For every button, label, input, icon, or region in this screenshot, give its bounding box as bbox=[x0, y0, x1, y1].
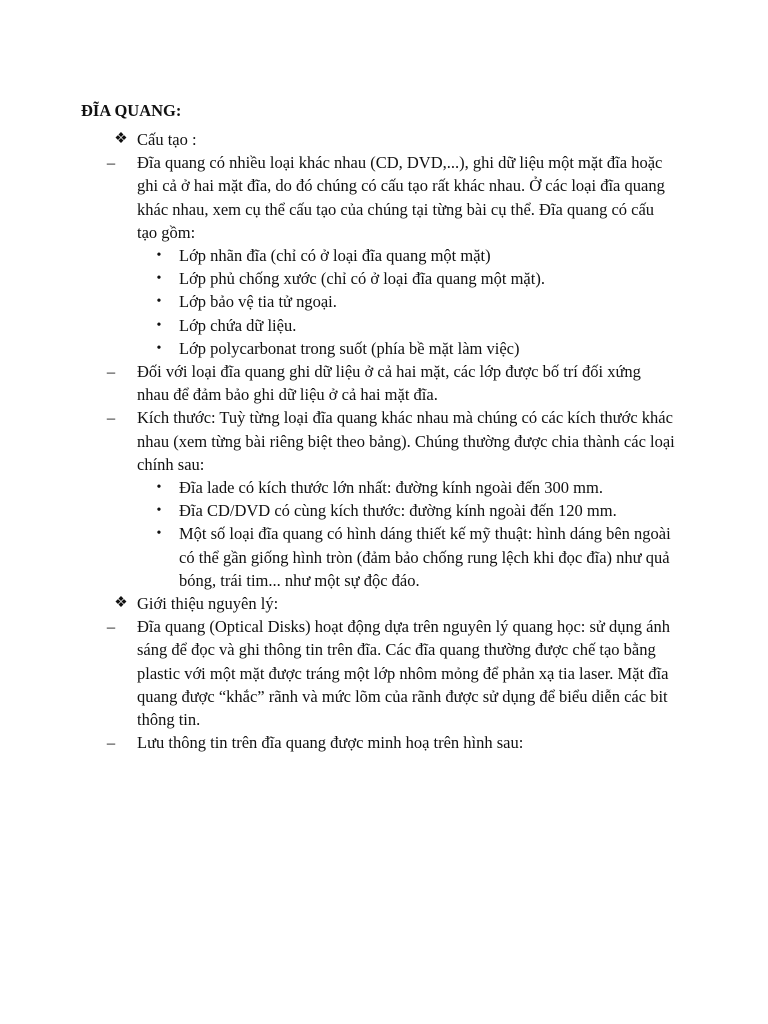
diamond-bullet-icon: ❖ bbox=[114, 595, 128, 612]
bullet-icon: • bbox=[156, 526, 162, 542]
paragraph-illustration-note bbox=[0, 731, 677, 754]
document-body bbox=[0, 128, 768, 754]
dash-marker: – bbox=[106, 408, 116, 428]
list-item-layer bbox=[0, 290, 679, 313]
list-item-layer bbox=[0, 267, 679, 290]
list-item-text: Một số loại đĩa quang có hình dáng thiết kế mỹ thuật: hình dáng bên ngoài có thể gần giống hình tròn (đảm bảo chống rung lệch khi đọc đĩa) như quả bóng, trái tim... như một sự độc đáo. bbox=[179, 524, 671, 590]
bullet-icon: • bbox=[156, 503, 162, 519]
list-item-layer bbox=[0, 244, 679, 267]
bullet-icon: • bbox=[156, 248, 162, 263]
list-item-text: Lớp phủ chống xước (chỉ có ở loại đĩa quang một mặt). bbox=[179, 269, 545, 289]
paragraph-text: Đĩa quang (Optical Disks) hoạt động dựa trên nguyên lý quang học: sử dụng ánh sáng để đọc và ghi thông tin trên đĩa. Các đĩa quang thường được chế tạo bằng plastic với một mặt được tráng một lớp nhôm mỏng để phản xạ tia laser. Mặt đĩa quang được “khắc” rãnh và mức lõm của rãnh được sử dụng để biểu diễn các bit thông tin. bbox=[137, 617, 670, 730]
paragraph-text: Đối với loại đĩa quang ghi dữ liệu ở cả hai mặt, các lớp được bố trí đối xứng nhau để đảm bảo ghi dữ liệu ở cả hai mặt đĩa. bbox=[137, 362, 641, 405]
list-item-text: Lớp bảo vệ tia tử ngoại. bbox=[179, 292, 337, 312]
paragraph-text: Kích thước: Tuỳ từng loại đĩa quang khác nhau mà chúng có các kích thước khác nhau (xem từng bài riêng biệt theo bảng). Chúng thường được chia thành các loại chính sau: bbox=[137, 408, 675, 474]
list-item-size bbox=[0, 476, 679, 499]
list-item-text: Lớp nhãn đĩa (chỉ có ở loại đĩa quang một mặt) bbox=[179, 246, 491, 265]
list-item-text: Đĩa lade có kích thước lớn nhất: đường kính ngoài đến 300 mm. bbox=[179, 478, 603, 498]
section-heading-text: Giới thiệu nguyên lý: bbox=[137, 594, 279, 614]
diamond-bullet-icon: ❖ bbox=[114, 131, 128, 147]
paragraph-text: Lưu thông tin trên đĩa quang được minh hoạ trên hình sau: bbox=[137, 733, 524, 753]
bullet-icon: • bbox=[156, 294, 162, 310]
section-heading-principle bbox=[0, 592, 768, 615]
list-item-size bbox=[0, 499, 679, 522]
document-title: ĐĨA QUANG: bbox=[81, 101, 182, 120]
list-item-text: Đĩa CD/DVD có cùng kích thước: đường kính ngoài đến 120 mm. bbox=[179, 501, 617, 521]
list-item-text: Lớp polycarbonat trong suốt (phía bề mặt làm việc) bbox=[179, 338, 520, 358]
dash-marker: – bbox=[106, 617, 116, 637]
bullet-icon: • bbox=[156, 480, 162, 496]
list-item-text: Lớp chứa dữ liệu. bbox=[179, 315, 297, 335]
bullet-icon: • bbox=[156, 317, 162, 333]
list-item-size bbox=[0, 522, 679, 592]
paragraph-text: Đĩa quang có nhiều loại khác nhau (CD, DVD,...), ghi dữ liệu một mặt đĩa hoặc ghi cả ở hai mặt đĩa, do đó chúng có cấu tạo rất khác nhau. Ở các loại đĩa quang khác nhau, xem cụ thể cấu tạo của chúng tại từng bài cụ thể. Đĩa quang có cấu tạo gồm: bbox=[137, 153, 665, 242]
dash-marker: – bbox=[106, 733, 116, 753]
dash-marker: – bbox=[106, 362, 116, 382]
section-heading-structure bbox=[0, 128, 768, 151]
bullet-icon: • bbox=[156, 340, 162, 356]
paragraph-principle bbox=[0, 615, 677, 731]
list-item-layer bbox=[0, 337, 679, 360]
section-heading-text: Cấu tạo : bbox=[137, 130, 197, 149]
paragraph-structure-intro bbox=[0, 151, 677, 244]
paragraph-double-sided bbox=[0, 360, 677, 406]
bullet-icon: • bbox=[156, 271, 162, 287]
paragraph-sizes bbox=[0, 406, 677, 476]
dash-marker: – bbox=[106, 153, 116, 173]
list-item-layer bbox=[0, 314, 679, 337]
